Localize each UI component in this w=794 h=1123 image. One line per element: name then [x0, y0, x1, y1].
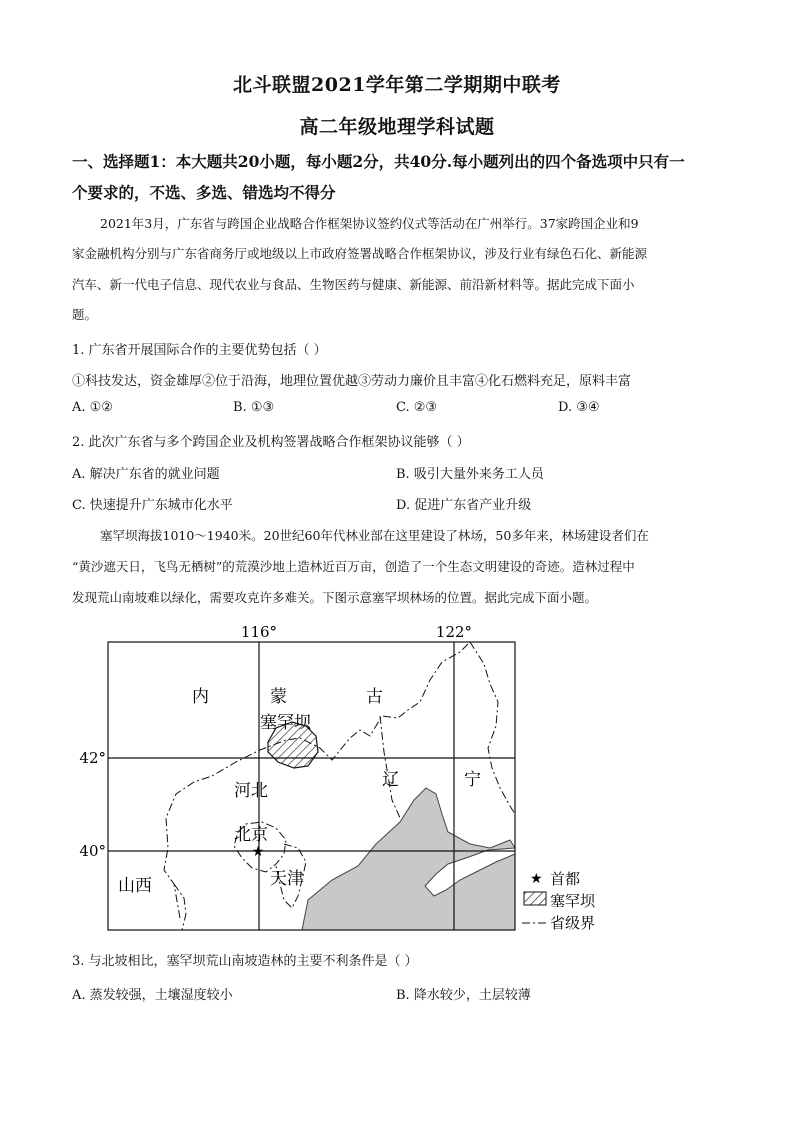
passage2-line: 塞罕坝海拔1010～1940米。20世纪60年代林业部在这里建设了林场，50多年来，林场建设者们在: [100, 528, 649, 543]
question-2-stem: 2. 此次广东省与多个跨国企业及机构签署战略合作框架协议能够（ ）: [72, 435, 470, 450]
label-shanxi: 山西: [118, 876, 152, 896]
legend-saihanba-label: 塞罕坝: [550, 892, 596, 910]
question-1-stem: 1. 广东省开展国际合作的主要优势包括（ ）: [72, 343, 327, 358]
label-ning: 宁: [464, 770, 481, 790]
question-2-option-c[interactable]: C. 快速提升广东城市化水平: [72, 498, 233, 513]
passage2-line: 发现荒山南坡难以绿化，需要攻克许多难关。下图示意塞罕坝林场的位置。据此完成下面小题。: [72, 590, 598, 605]
legend-boundary-label: 省级界: [550, 914, 596, 932]
hebei-liaoning-boundary: [380, 716, 400, 818]
section-heading-line2: 个要求的，不选、多选、错选均不得分: [72, 183, 336, 202]
lon-label-116: 116°: [240, 623, 278, 641]
label-tianjin: 天津: [270, 869, 304, 889]
label-nei: 内: [192, 687, 209, 707]
question-3-option-b[interactable]: B. 降水较少，土层较薄: [396, 988, 531, 1003]
legend-saihanba-swatch: [524, 892, 546, 905]
label-liao: 辽: [382, 770, 399, 790]
label-gu: 古: [366, 687, 383, 707]
label-saihanba: 塞罕坝: [260, 713, 311, 733]
saihanba-location-map: [70, 618, 630, 940]
exam-subtitle: 高二年级地理学科试题: [299, 116, 495, 138]
capital-star-icon: ★: [251, 844, 265, 860]
question-1-option-d[interactable]: D. ③④: [558, 400, 600, 415]
exam-title: 北斗联盟2021学年第二学期期中联考: [233, 74, 561, 96]
question-2-option-b[interactable]: B. 吸引大量外来务工人员: [396, 467, 544, 482]
question-1-option-b[interactable]: B. ①③: [233, 400, 275, 415]
label-hebei: 河北: [234, 781, 268, 801]
question-1-option-c[interactable]: C. ②③: [396, 400, 438, 415]
label-beijing: 北京: [234, 825, 268, 845]
question-2-option-d[interactable]: D. 促进广东省产业升级: [396, 498, 532, 513]
shanxi-hebei-boundary: [174, 884, 186, 930]
question-1-statements: ①科技发达，资金雄厚②位于沿海，地理位置优越③劳动力廉价且丰富④化石燃料充足，原料丰富: [72, 374, 632, 389]
section-heading-line1: 一、选择题1：本大题共20小题，每小题2分，共40分.每小题列出的四个备选项中只有一: [72, 152, 685, 171]
passage1-line: 题。: [72, 307, 98, 322]
question-2-option-a[interactable]: A. 解决广东省的就业问题: [72, 467, 220, 482]
lat-label-42: 42°: [79, 749, 106, 767]
question-1-option-a[interactable]: A. ①②: [72, 400, 113, 415]
passage2-line: “黄沙遮天日，飞鸟无栖树”的荒漠沙地上造林近百万亩，创造了一个生态文明建设的奇迹。造林过程中: [72, 559, 635, 574]
passage1-line: 汽车、新一代电子信息、现代农业与食品、生物医药与健康、新能源、前沿新材料等。据此完成下面小: [72, 277, 635, 292]
question-3-option-a[interactable]: A. 蒸发较强，土壤湿度较小: [72, 988, 233, 1003]
question-3-stem: 3. 与北坡相比，塞罕坝荒山南坡造林的主要不利条件是（ ）: [72, 954, 418, 969]
label-meng: 蒙: [270, 687, 287, 707]
passage1-line: 家金融机构分别与广东省商务厅或地级以上市政府签署战略合作框架协议，涉及行业有绿色石化、新能源: [72, 246, 648, 261]
lon-label-122: 122°: [435, 623, 473, 641]
passage1-line: 2021年3月，广东省与跨国企业战略合作框架协议签约仪式等活动在广州举行。37家跨国企业和9: [100, 216, 639, 231]
legend-capital-icon: ★: [530, 871, 543, 887]
lat-label-40: 40°: [79, 842, 106, 860]
legend-capital-label: 首都: [550, 870, 581, 888]
